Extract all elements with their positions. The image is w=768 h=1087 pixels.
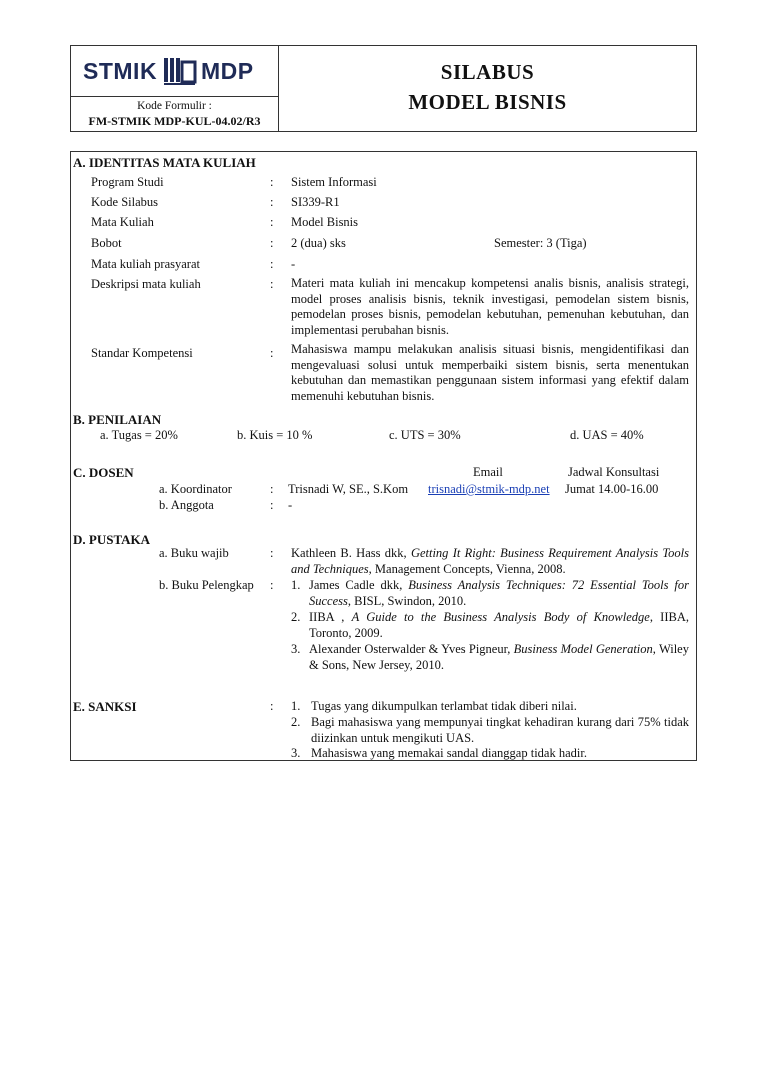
form-code-label: Kode Formulir :: [137, 100, 212, 112]
sanction-number: 2.: [291, 715, 301, 729]
colon: :: [270, 699, 274, 713]
column-header-jadwal: Jadwal Konsultasi: [568, 465, 660, 479]
header-divider-vertical: [278, 46, 279, 131]
identitas-label: Deskripsi mata kuliah: [91, 277, 201, 291]
book-icon: [163, 56, 197, 86]
section-heading-identitas: A. IDENTITAS MATA KULIAH: [73, 155, 256, 170]
header-divider-horizontal: [71, 96, 278, 97]
colon: :: [270, 175, 274, 189]
book-publisher: , Management Concepts, Vienna, 2008.: [368, 561, 566, 576]
book-publisher: , BISL, Swindon, 2010.: [347, 593, 467, 608]
column-header-email: Email: [473, 465, 503, 479]
anggota-value: -: [288, 498, 293, 512]
book-title: Getting It Right: Business Requirement Analysis Tools and Techniques: [291, 546, 689, 576]
colon: :: [270, 257, 274, 271]
identitas-label: Mata Kuliah: [91, 215, 154, 229]
buku-pelengkap-label: b. Buku Pelengkap: [159, 578, 254, 592]
colon: :: [270, 195, 274, 209]
koordinator-name: Trisnadi W, SE., S.Kom: [288, 482, 409, 496]
page-title: SILABUS: [440, 60, 535, 84]
grading-item: a. Tugas = 20%: [100, 428, 178, 442]
koordinator-email-link[interactable]: trisnadi@stmik-mdp.net: [428, 482, 550, 496]
koordinator-label: a. Koordinator: [159, 482, 232, 496]
form-code-value: FM-STMIK MDP-KUL-04.02/R3: [88, 114, 261, 128]
identitas-label: Kode Silabus: [91, 195, 159, 209]
logo-text-left: STMIK: [83, 58, 158, 84]
anggota-label: b. Anggota: [159, 498, 214, 512]
sanction-number: 3.: [291, 746, 301, 760]
grading-item: d. UAS = 40%: [570, 428, 644, 442]
grading-item: b. Kuis = 10 %: [237, 428, 313, 442]
book-title: Business Model Generation: [513, 642, 653, 656]
identitas-value: Model Bisnis: [291, 215, 359, 229]
reference-entry: [309, 642, 689, 673]
section-heading-dosen: C. DOSEN: [73, 465, 134, 480]
sanction-number: 1.: [291, 699, 301, 713]
book-author: Kathleen B. Hass dkk,: [291, 546, 411, 560]
competency-standard: Mahasiswa mampu melakukan analisis situasi bisnis, mengidentifikasi dan mengevaluasi solusi untuk memperbaiki sistem bisnis, serta menentukan kebutuhan dan memastikan penggunaan sistem informasi yang efektif dalam memenuhi kebutuhan bisnis.: [291, 342, 689, 403]
colon: :: [270, 482, 274, 496]
section-heading-sanksi: E. SANKSI: [73, 699, 137, 714]
buku-wajib-label: a. Buku wajib: [159, 546, 229, 560]
colon: :: [270, 215, 274, 229]
colon: :: [270, 546, 274, 560]
book-author: Alexander Osterwalder & Yves Pigneur,: [309, 642, 514, 656]
identitas-label: Standar Kompetensi: [91, 346, 193, 360]
reference-number: 3.: [291, 642, 301, 656]
identitas-value: Sistem Informasi: [291, 175, 377, 189]
identitas-value: 2 (dua) sks: [291, 236, 346, 250]
sanction-text: Tugas yang dikumpulkan terlambat tidak diberi nilai.: [311, 699, 577, 713]
colon: :: [270, 277, 274, 291]
book-publisher: , IIBA, Toronto, 2009.: [309, 610, 689, 640]
course-description: Materi mata kuliah ini mencakup kompetensi analis bisnis, analisis strategi, model proses analisis bisnis, teknik investigasi, pemodelan sistem bisnis, pemodelan proses bisnis, pemodelan kebutuhan, pemenuhan kebutuhan, dan implementasi perubahan bisnis.: [291, 276, 689, 337]
identitas-label: Program Studi: [91, 175, 164, 189]
koordinator-schedule: Jumat 14.00-16.00: [565, 482, 659, 496]
reference-number: 1.: [291, 578, 301, 592]
reference-number: 2.: [291, 610, 301, 624]
section-heading-penilaian: B. PENILAIAN: [73, 412, 162, 427]
stmik-mdp-logo: [81, 54, 271, 88]
book-publisher: , Wiley & Sons, New Jersey, 2010.: [309, 642, 689, 672]
page-subtitle: MODEL BISNIS: [408, 90, 567, 114]
sanction-text: Bagi mahasiswa yang mempunyai tingkat kehadiran kurang dari 75% tidak diizinkan untuk mengikuti UAS.: [311, 715, 689, 745]
semester-value: Semester: 3 (Tiga): [494, 236, 587, 250]
reference-entry: [309, 610, 689, 641]
required-book-entry: [291, 546, 689, 577]
grading-item: c. UTS = 30%: [389, 428, 461, 442]
colon: :: [270, 236, 274, 250]
colon: :: [270, 578, 274, 592]
colon: :: [270, 498, 274, 512]
identitas-label: Bobot: [91, 236, 122, 250]
colon: :: [270, 346, 274, 360]
sanction-text: Mahasiswa yang memakai sandal dianggap tidak hadir.: [311, 746, 587, 760]
book-title: Business Analysis Techniques: 72 Essential Tools for Success: [309, 578, 689, 608]
book-author: IIBA ,: [309, 610, 352, 624]
identitas-value: SI339-R1: [291, 195, 340, 209]
book-title: A Guide to the Business Analysis Body of Knowledge: [351, 610, 650, 624]
identitas-value: -: [291, 257, 296, 271]
section-heading-pustaka: D. PUSTAKA: [73, 532, 151, 547]
form-header: [70, 45, 697, 132]
identitas-label: Mata kuliah prasyarat: [91, 257, 200, 271]
reference-entry: [309, 578, 689, 609]
book-author: James Cadle dkk,: [309, 578, 409, 592]
syllabus-content: [70, 151, 697, 761]
logo-text-right: MDP: [201, 58, 254, 84]
